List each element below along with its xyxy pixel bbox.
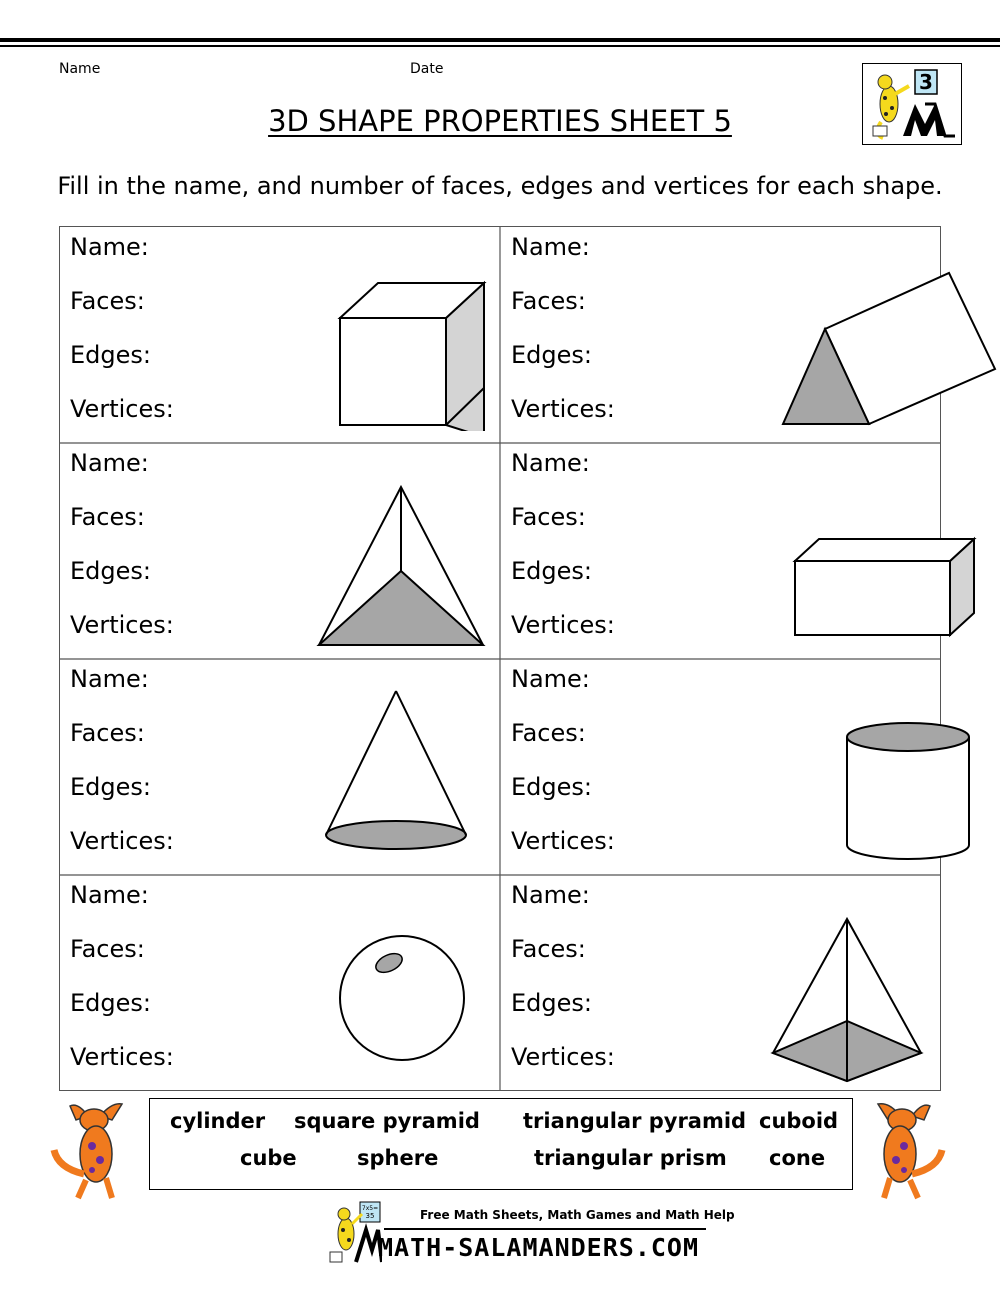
shape-cell-7: [60, 875, 500, 1090]
instructions: Fill in the name, and number of faces, edges and vertices for each shape.: [57, 172, 943, 200]
date-label: Date: [410, 61, 444, 77]
word-bank-item: triangular prism: [534, 1146, 727, 1170]
name-field-label: Name:: [70, 449, 149, 477]
cylinder-icon: [842, 719, 974, 865]
shape-cell-8: [501, 875, 941, 1090]
vertices-field-label: Vertices:: [70, 611, 174, 639]
name-field-label: Name:: [70, 881, 149, 909]
faces-field-label: Faces:: [511, 935, 586, 963]
triangular-pyramid-icon: [315, 483, 490, 653]
word-bank-item: sphere: [357, 1146, 439, 1170]
footer-tagline: Free Math Sheets, Math Games and Math Help: [420, 1208, 735, 1222]
word-bank-item: cube: [240, 1146, 297, 1170]
shape-cell-6: [501, 659, 941, 875]
footer-rule: [384, 1228, 706, 1230]
name-field-label: Name:: [511, 449, 590, 477]
vertices-field-label: Vertices:: [511, 395, 615, 423]
faces-field-label: Faces:: [511, 287, 586, 315]
shape-cell-1: [60, 227, 500, 443]
vertices-field-label: Vertices:: [70, 395, 174, 423]
cube-icon: [330, 275, 490, 431]
shape-cell-3: [60, 443, 500, 659]
cone-icon: [320, 685, 472, 857]
footer-salamander-icon: [326, 1200, 382, 1266]
faces-field-label: Faces:: [511, 503, 586, 531]
name-field-label: Name:: [70, 233, 149, 261]
shape-cell-4: [501, 443, 941, 659]
shape-grid: [59, 226, 941, 1091]
shape-cell-2: [501, 227, 941, 443]
name-field-label: Name:: [511, 881, 590, 909]
word-bank-item: cone: [769, 1146, 826, 1170]
sphere-icon: [336, 931, 470, 1065]
top-rule-thin: [0, 45, 1000, 47]
word-bank-item: cylinder: [170, 1109, 266, 1133]
edges-field-label: Edges:: [511, 341, 592, 369]
faces-field-label: Faces:: [70, 935, 145, 963]
salamander-right-icon: [860, 1098, 948, 1204]
cuboid-icon: [791, 531, 981, 643]
footer-site-link[interactable]: MATH-SALAMANDERS.COM: [378, 1233, 700, 1262]
edges-field-label: Edges:: [511, 989, 592, 1017]
word-bank-item: cuboid: [759, 1109, 839, 1133]
faces-field-label: Faces:: [70, 287, 145, 315]
svg-text:35: 35: [365, 1212, 375, 1220]
faces-field-label: Faces:: [511, 719, 586, 747]
shape-cell-5: [60, 659, 500, 875]
word-bank-item: square pyramid: [294, 1109, 480, 1133]
name-label: Name: [59, 61, 101, 77]
name-field-label: Name:: [70, 665, 149, 693]
vertices-field-label: Vertices:: [511, 1043, 615, 1071]
top-rule: [0, 38, 1000, 42]
faces-field-label: Faces:: [70, 719, 145, 747]
word-bank: [149, 1098, 853, 1190]
edges-field-label: Edges:: [70, 557, 151, 585]
vertices-field-label: Vertices:: [70, 827, 174, 855]
edges-field-label: Edges:: [70, 773, 151, 801]
vertices-field-label: Vertices:: [511, 611, 615, 639]
name-field-label: Name:: [511, 233, 590, 261]
vertices-field-label: Vertices:: [511, 827, 615, 855]
page-title: 3D SHAPE PROPERTIES SHEET 5: [268, 104, 732, 138]
edges-field-label: Edges:: [70, 341, 151, 369]
triangular-prism-icon: [779, 269, 999, 429]
salamander-left-icon: [48, 1098, 136, 1204]
faces-field-label: Faces:: [70, 503, 145, 531]
name-field-label: Name:: [511, 665, 590, 693]
footer-badge: 7x5=: [361, 1205, 379, 1212]
edges-field-label: Edges:: [511, 557, 592, 585]
word-bank-item: triangular pyramid: [523, 1109, 747, 1133]
edges-field-label: Edges:: [70, 989, 151, 1017]
logo-grade: 3: [919, 70, 933, 94]
square-pyramid-icon: [769, 915, 929, 1085]
edges-field-label: Edges:: [511, 773, 592, 801]
vertices-field-label: Vertices:: [70, 1043, 174, 1071]
